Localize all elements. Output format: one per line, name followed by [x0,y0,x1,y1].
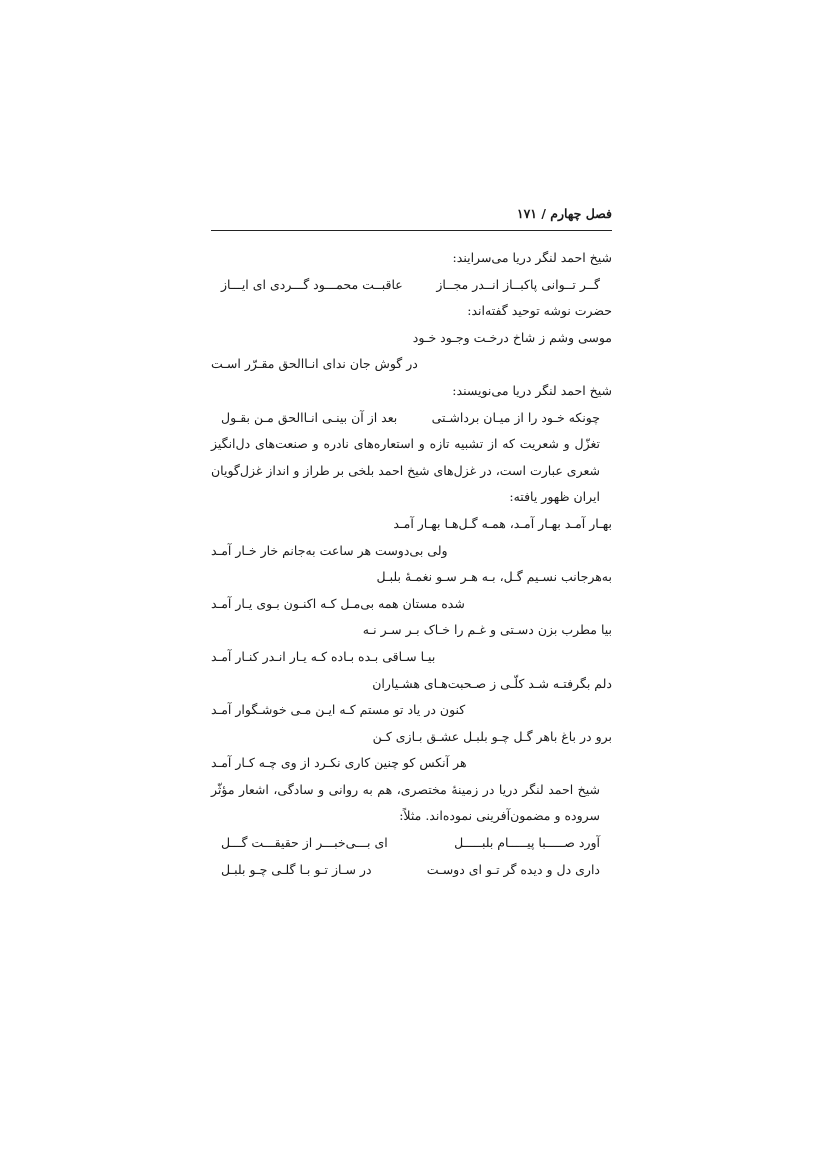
verse-line: در گوش جان ندای انـاالحق مقـرّر اسـت [211,356,418,372]
hemistich-2: ای بـــی‌خبـــر از حقیقـــت گـــل [221,835,388,851]
hemistich-1: آورد صـــــبا پیـــــام بلبـــــل [454,835,600,851]
ghazal-line: به‌هرجانب نسـیم گـل، بـه هـر سـو نغمـهٔ بلبـل [376,569,612,585]
prose-line: شیخ احمد لنگر دریا می‌نویسند: [452,382,612,398]
prose-line: حضرت نوشه توحید گفته‌اند: [467,303,612,319]
ghazal-line: بیـا سـاقی بـده بـاده کـه یـار انـدر کنـار آمـد [211,648,436,664]
paragraph: تغزّل و شعریت که از تشبیه تازه و استعاره‌های نادره و صنعت‌های دل‌انگیز شعری عبارت است، در غزل‌های شیخ احمد بلخی بر طراز و انداز غزل‌گویان ایران ظهور یافته: [211,436,600,505]
hemistich-2: بعد از آن بینـی انـاالحق مـن بقـول [221,409,398,425]
ghazal-line: شده مستان همه بی‌مـل کـه اکنـون بـوی یـار آمـد [211,595,465,611]
running-header [211,206,612,231]
hemistich-1: گــر تــوانی پاکبــاز انــدر مجــاز [436,276,600,292]
couplet [211,830,612,857]
ghazal-line: هر آنکس کو چنین کاری نکـرد از وی چـه کـار آمـد [211,755,467,771]
ghazal-line: بیا مطرب بزن دسـتی و غـم را خـاک بـر سـر نـه [362,622,612,638]
ghazal-line: دلم بگرفتـه شـد کلّـی ز صـحبت‌هـای هشـیاران [372,675,612,691]
ghazal-line: بهـار آمـد بهـار آمـد، همـه گـل‌هـا بهـار آمـد [393,515,612,531]
header-title: فصل چهارم / ۱۷۱ [516,206,612,221]
prose-line: شیخ احمد لنگر دریا می‌سرایند: [452,250,612,265]
hemistich-2: عاقبــت محمـــود گـــردی ای ایـــاز [221,276,403,292]
couplet [211,272,612,299]
hemistich-1: چونکه خـود را از میـان برداشـتی [431,409,600,425]
ghazal-line: ولی بی‌دوست هر ساعت به‌جانم خار خـار آمـد [211,542,448,558]
page-body [211,245,612,883]
verse-line: موسی وشم ز شاخ درخـت وجـود خـود [412,329,612,345]
ghazal-line: برو در باغ باهر گـل چـو بلبـل عشـق بـازی کـن [372,728,612,744]
couplet [211,857,612,884]
ghazal-line: کنون در یاد تو مستم کـه ایـن مـی خوشـگوار آمـد [211,702,466,718]
paragraph: شیخ احمد لنگر دریا در زمینهٔ مختصری، هم به روانی و سادگی، اشعار مؤثّر سروده و مضمون‌آفرینی نموده‌اند. مثلاً: [211,781,600,824]
couplet [211,405,612,432]
hemistich-2: در سـاز تـو بـا گلـی چـو بلبـل [221,861,372,877]
hemistich-1: داری دل و دیده گر تـو ای دوسـت [426,861,600,877]
